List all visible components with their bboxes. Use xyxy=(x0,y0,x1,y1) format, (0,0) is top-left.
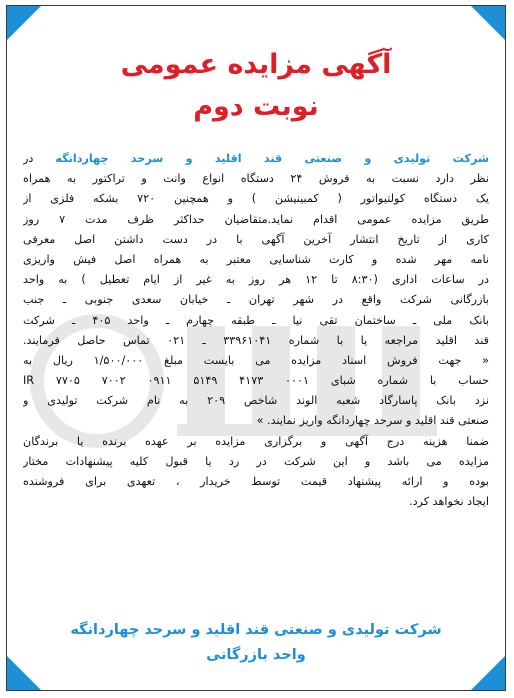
body-line-text: در xyxy=(23,152,56,165)
body-line xyxy=(23,149,489,169)
body-line: مزایده می باشد و این شرکت در رد یا قبول کلیه پیشنهادات مختار xyxy=(23,454,489,468)
body-line: بوده و ارائه پیشنهاد قیمت توسط خریدار ، تعهدی برای فروشنده xyxy=(23,475,489,488)
body-line: در ساعات اداری (۸:۳۰ تا ۱۲ هر روز به غیر از ایام تعطیل ) به واحد xyxy=(23,273,489,287)
footer-unit-name: واحد بازرگانی xyxy=(206,647,306,663)
body-line: نظر دارد نسبت به فروش ۲۴ دستگاه انواع وانت و تراکتور به همراه xyxy=(23,172,489,186)
body-line: نزد بانک پاسارگاد شعبه الوند شاخص ۲۰۹ به نام شرکت تولیدی و xyxy=(23,394,489,408)
footer-company-name: شرکت تولیدی و صنعتی قند اقلید و سرحد چهاردانگه xyxy=(70,622,442,638)
body-line: حساب با شماره شبای IR ۷۷۰۵ ۷۰۰۲ ۰۹۱۱ ۵۱۴۹ ۴۱۷۳ ۰۰۰۱ xyxy=(23,374,489,388)
body-line: « جهت فروش اسناد مزایده می بایست مبلغ ۱/۵۰۰/۰۰۰ ریال به xyxy=(23,353,489,367)
notice-subtitle: نوبت دوم xyxy=(193,91,319,122)
notice-title: آگهی مزایده عمومی xyxy=(120,49,392,80)
company-lead: شرکت تولیدی و صنعتی قند اقلید و سرحد چهاردانگه xyxy=(55,152,489,165)
notice-frame xyxy=(6,5,506,691)
body-line: صنعتی قند اقلید و سرحد چهاردانگه واریز نمایند. » xyxy=(256,414,489,428)
body-line: نامه مهر شده و کارت شناسایی معتبر به همراه اصل فیش واریزی xyxy=(23,252,489,266)
notice-content xyxy=(21,6,491,690)
body-line: ایجاد نخواهد کرد. xyxy=(409,495,489,509)
notice-body xyxy=(23,149,489,512)
body-line: بازرگانی شرکت واقع در شهر تهران ـ خیابان سعدی جنوبی ـ جنب xyxy=(23,293,489,307)
body-line: بانک ملی ـ ساختمان تقی نیا ـ طبقه چهارم ـ واحد ۴۰۵ ـ شرکت xyxy=(23,313,489,327)
body-line: قند اقلید مراجعه یا با شماره ۳۳۹۶۱۰۴۱ ـ ۰۲۱ تماس حاصل فرمایند. xyxy=(23,333,489,347)
body-line: ضمنا هزینه درج آگهی و برگزاری مزایده بر عهده برنده یا برندگان xyxy=(23,434,489,448)
body-line: یک دستگاه کولتیواتور ( کمبینیشن ) و همچنین ۷۲۰ بشکه فلزی از xyxy=(23,192,489,206)
body-line: طریق مزایده عمومی اقدام نماید.متقاضیان حداکثر ظرف مدت ۷ روز xyxy=(23,212,489,226)
body-line: کاری از تاریخ انتشار آخرین آگهی با در دست داشتن اصل معرفی xyxy=(23,232,489,246)
